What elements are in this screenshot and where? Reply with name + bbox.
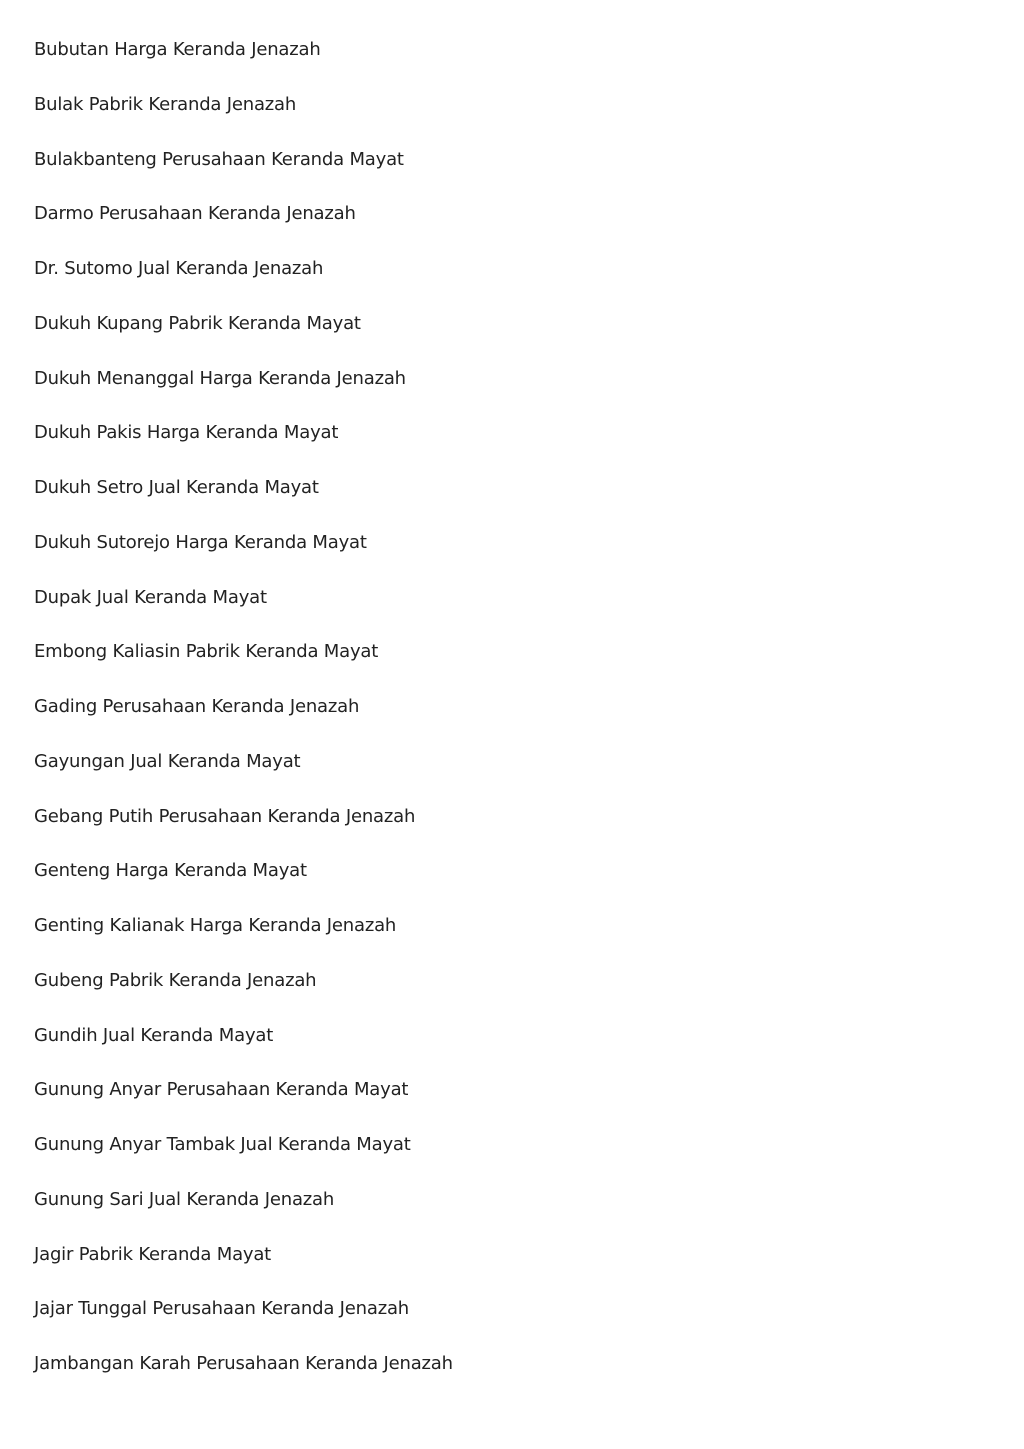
list-item: Gunung Sari Jual Keranda Jenazah xyxy=(34,1188,335,1210)
list-item: Jambangan Karah Perusahaan Keranda Jenazah xyxy=(34,1353,453,1374)
list-item: Jagir Pabrik Keranda Mayat xyxy=(34,1243,272,1265)
list-item: Dukuh Sutorejo Harga Keranda Mayat xyxy=(34,531,367,553)
list-item: Dupak Jual Keranda Mayat xyxy=(34,586,267,608)
list-item: Bulakbanteng Perusahaan Keranda Mayat xyxy=(34,148,404,170)
list-item: Gunung Anyar Tambak Jual Keranda Mayat xyxy=(34,1134,411,1155)
list-item: Genting Kalianak Harga Keranda Jenazah xyxy=(34,915,397,936)
list-item: Gebang Putih Perusahaan Keranda Jenazah xyxy=(34,805,416,827)
list-item: Embong Kaliasin Pabrik Keranda Mayat xyxy=(34,641,379,663)
list-item: Jajar Tunggal Perusahaan Keranda Jenazah xyxy=(34,1298,409,1320)
list-item: Gundih Jual Keranda Mayat xyxy=(34,1024,274,1046)
list-item: Gayungan Jual Keranda Mayat xyxy=(34,750,301,772)
list-item: Gubeng Pabrik Keranda Jenazah xyxy=(34,969,317,991)
list-item: Darmo Perusahaan Keranda Jenazah xyxy=(34,203,356,225)
list-item: Dukuh Pakis Harga Keranda Mayat xyxy=(34,422,339,444)
list-item: Bulak Pabrik Keranda Jenazah xyxy=(34,93,297,115)
location-list xyxy=(34,37,453,1406)
list-item: Dukuh Menanggal Harga Keranda Jenazah xyxy=(34,367,406,389)
list-item: Bubutan Harga Keranda Jenazah xyxy=(34,39,321,60)
list-item: Dukuh Setro Jual Keranda Mayat xyxy=(34,477,319,498)
list-item: Dukuh Kupang Pabrik Keranda Mayat xyxy=(34,312,361,334)
list-item: Genteng Harga Keranda Mayat xyxy=(34,860,307,882)
list-item: Dr. Sutomo Jual Keranda Jenazah xyxy=(34,258,324,279)
list-item: Gunung Anyar Perusahaan Keranda Mayat xyxy=(34,1079,409,1101)
list-item: Gading Perusahaan Keranda Jenazah xyxy=(34,696,360,717)
